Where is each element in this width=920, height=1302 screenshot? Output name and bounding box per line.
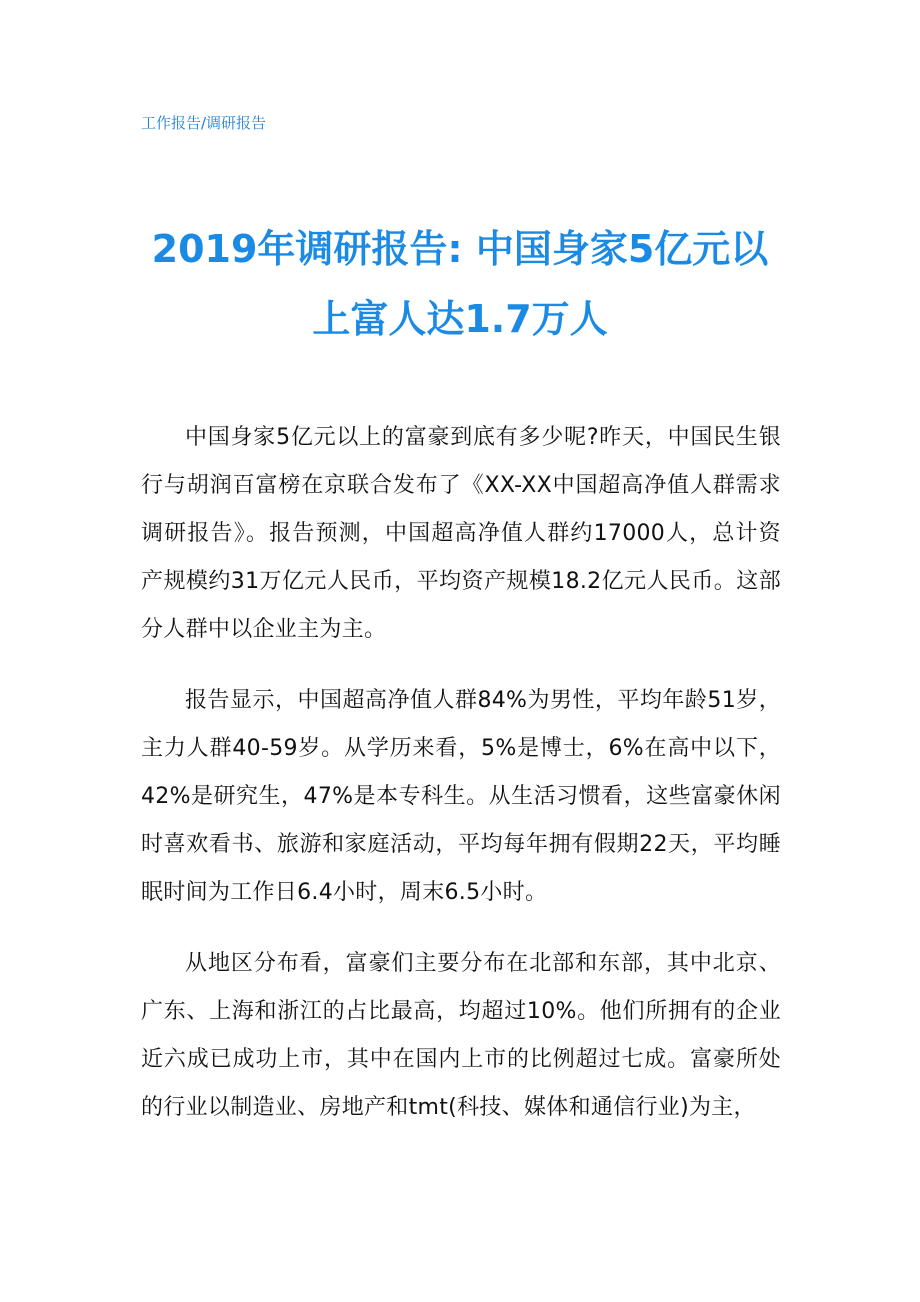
paragraph-3: 从地区分布看，富豪们主要分布在北部和东部，其中北京、广东、上海和浙江的占比最高，均超过10%。他们所拥有的企业近六成已成功上市，其中在国内上市的比例超过七成。富豪所处的行业以制造业、房地产和tmt(科技、媒体和通信行业)为主， — [141, 951, 781, 1120]
paragraph-1: 中国身家5亿元以上的富豪到底有多少呢?昨天，中国民生银行与胡润百富榜在京联合发布了《XX-XX中国超高净值人群需求调研报告》。报告预测，中国超高净值人群约17000人，总计资产规模约31万亿元人民币，平均资产规模18.2亿元人民币。这部分人群中以企业主为主。 — [141, 425, 781, 642]
breadcrumb[interactable]: 工作报告/调研报告 — [141, 114, 267, 132]
page-title-line-2: 上富人达1.7万人 — [312, 297, 608, 341]
page-title — [100, 214, 820, 354]
paragraph-2: 报告显示，中国超高净值人群84%为男性，平均年龄51岁，主力人群40-59岁。从学历来看，5%是博士，6%在高中以下，42%是研究生，47%是本专科生。从生活习惯看，这些富豪休闲时喜欢看书、旅游和家庭活动，平均每年拥有假期22天，平均睡眠时间为工作日6.4小时，周末6.5小时。 — [141, 688, 781, 905]
page-title-line-1: 2019年调研报告: 中国身家5亿元以 — [151, 227, 769, 271]
article-body — [141, 414, 781, 1155]
